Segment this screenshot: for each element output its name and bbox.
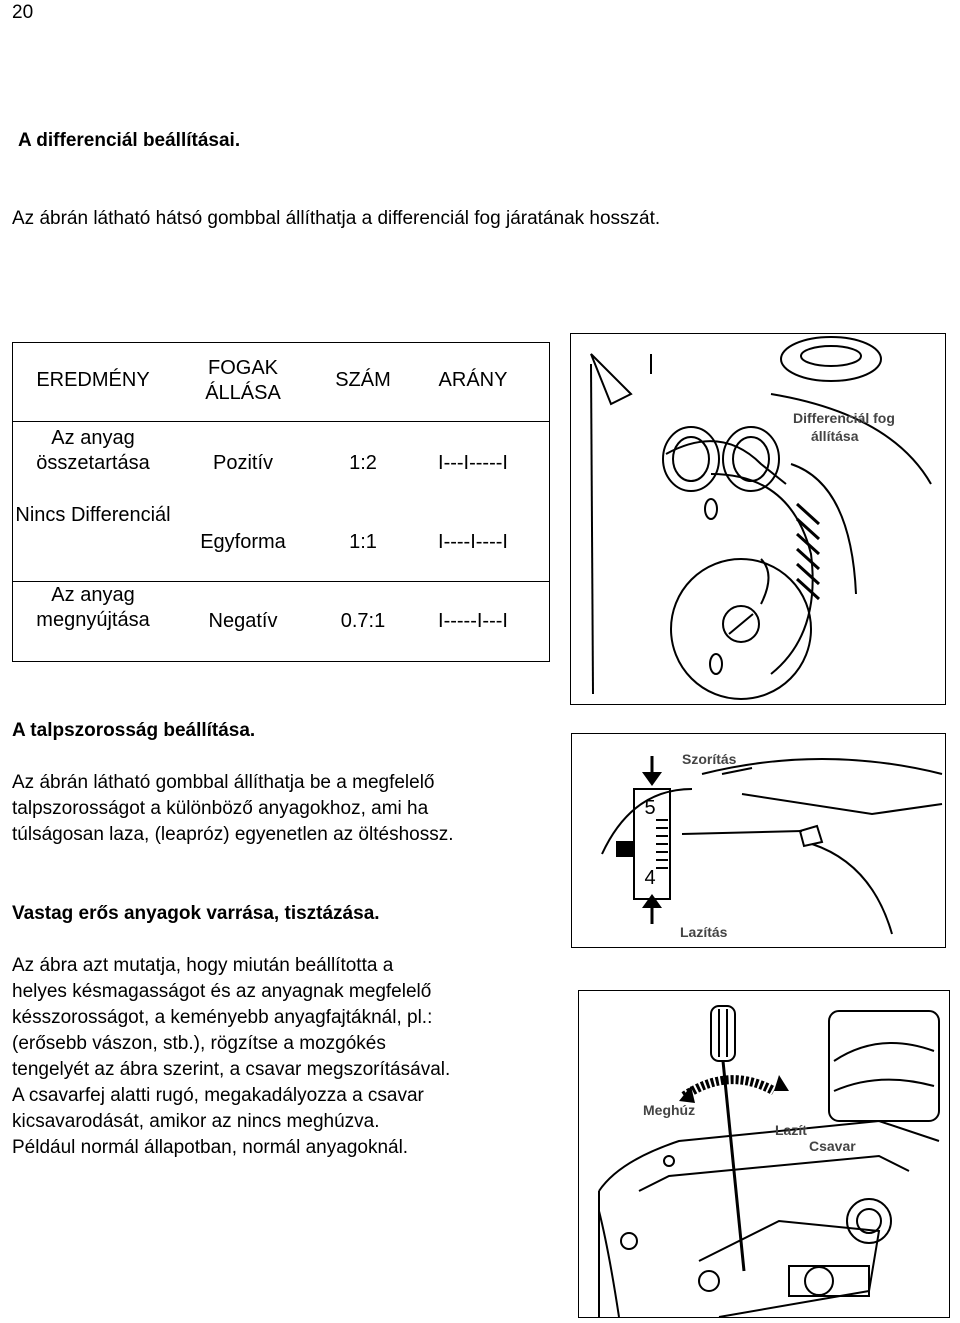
section-heading-thick-fabric: Vastag erős anyagok varrása, tisztázása. [12, 903, 380, 924]
section-intro-differential: Az ábrán látható hátsó gombbal állíthatja a differenciál fog járatának hosszát. [12, 208, 661, 229]
figure-label-differential-line1: Differenciál fog [793, 410, 895, 426]
page-number: 20 [12, 2, 34, 23]
thick-fabric-text-line: A csavarfej alatti rugó, megakadályozza a csavar [12, 1085, 424, 1106]
differential-knob-illustration [571, 334, 945, 704]
table-cell-result: Az anyag összetartása [36, 427, 150, 474]
thick-fabric-text-line: kicsavarodását, amikor az nincs meghúzva. [12, 1111, 380, 1132]
table-cell-ratio: I----I----I [438, 531, 508, 553]
pressure-text-line: talpszorosságot a különböző anyagokhoz, ami ha [12, 798, 429, 819]
table-divider [13, 581, 549, 582]
pressure-dial-illustration [572, 734, 945, 947]
table-cell-ratio: I---I-----I [438, 452, 508, 474]
table-cell-position: Pozitív [212, 452, 274, 474]
thick-fabric-text-line: tengelyét az ábra szerint, a csavar megszorításával. [12, 1059, 451, 1080]
table-divider [13, 421, 549, 422]
table-cell-number: 1:1 [349, 531, 377, 553]
table-cell-position: Negatív [208, 610, 278, 632]
table-header-ratio: ARÁNY [438, 369, 508, 391]
dial-number-bottom: 4 [644, 867, 656, 889]
thick-fabric-text-line: késszorosságot, a keményebb anyagfajtáknál, pl.: [12, 1007, 433, 1028]
figure-label-tighten: Szorítás [682, 751, 737, 767]
thick-fabric-text-line: (erősebb vászon, stb.), rögzítse a mozgókés [12, 1033, 386, 1054]
table-cell-result: Az anyag megnyújtása [36, 584, 150, 631]
table-header-result: EREDMÉNY [36, 369, 150, 391]
figure-label-loosen-screw: Lazít [775, 1122, 807, 1138]
figure-label-tighten-screw: Meghúz [643, 1102, 696, 1118]
pressure-text-line: túlságosan laza, (leapróz) egyenetlen az öltéshossz. [12, 824, 454, 845]
thick-fabric-text-line: Például normál állapotban, normál anyagoknál. [12, 1137, 409, 1158]
thick-fabric-text-line: Az ábra azt mutatja, hogy miután beállította a [12, 955, 394, 976]
table-header-teeth: FOGAK ÁLLÁSA [205, 357, 281, 404]
differential-table [12, 342, 550, 662]
table-cell-number: 0.7:1 [340, 610, 386, 632]
section-heading-differential: A differenciál beállításai. [18, 130, 241, 151]
section-body-thick-fabric [12, 953, 450, 1161]
table-cell-position: Egyforma [200, 531, 286, 553]
figure-label-differential-line2: állítása [811, 428, 859, 444]
section-body-pressure [12, 770, 453, 848]
section-heading-pressure: A talpszorosság beállítása. [12, 720, 256, 741]
table-cell-result: Nincs Differenciál [15, 504, 171, 526]
differential-knob-figure [570, 333, 946, 705]
thick-fabric-text-line: helyes késmagasságot és az anyagnak megfelelő [12, 981, 432, 1002]
figure-label-loosen: Lazítás [680, 924, 728, 940]
knife-screw-illustration [579, 991, 949, 1317]
dial-number-top: 5 [644, 797, 656, 819]
table-cell-number: 1:2 [349, 452, 377, 474]
knife-screw-figure [578, 990, 950, 1318]
pressure-dial-figure [571, 733, 946, 948]
table-header-number: SZÁM [335, 369, 391, 391]
pressure-text-line: Az ábrán látható gombbal állíthatja be a megfelelő [12, 772, 435, 793]
table-cell-ratio: I-----I---I [438, 610, 508, 632]
figure-label-screw: Csavar [809, 1138, 856, 1154]
